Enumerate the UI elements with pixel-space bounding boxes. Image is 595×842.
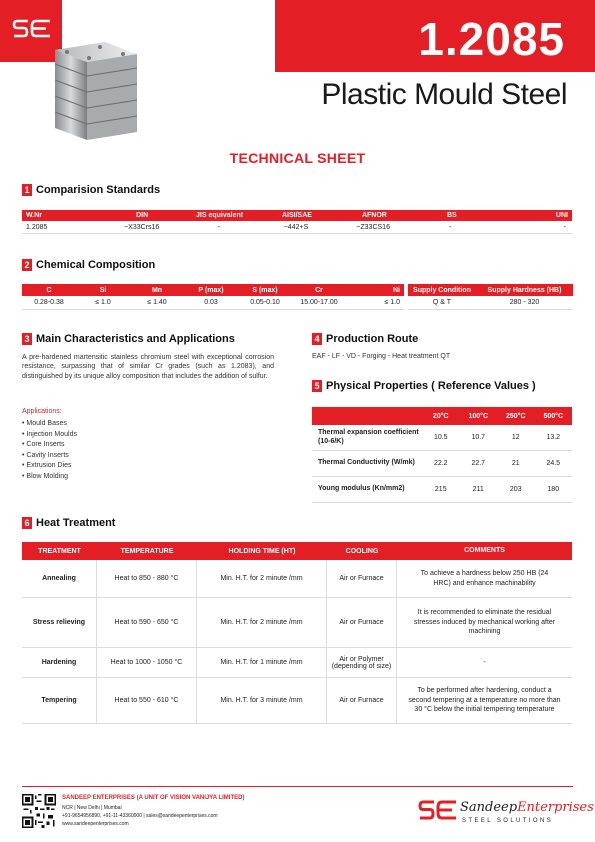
header-cell: Si [99,286,107,294]
section-route-heading [312,333,418,345]
treatment-cell: Annealing [22,560,97,597]
brand-second-word: Enterprises [517,800,594,815]
header-cell: S (max) [252,286,278,294]
holding-time-cell: Min. H.T. for 3 minute /mm [197,678,327,723]
table-row [22,221,572,234]
header-cell: Mn [151,286,163,294]
footer-contacts[interactable]: +91-9654956890, +91-11-43360000 | sales@sandeepenterprises.com [62,813,218,819]
table-cell: 10.7 [471,434,486,441]
table-cell: ~X33Crs16 [124,223,160,231]
section-number: 3 [22,333,32,345]
table-row [22,648,572,678]
table-header [22,284,404,296]
header-cell: AFNOR [361,212,387,219]
table-header [312,407,572,425]
cooling-cell: Air or Furnace [327,560,397,597]
header-cell: 250°C [505,412,526,420]
comparison-table [22,210,572,234]
table-cell: 10.5 [433,434,448,441]
header-cell: Supply Condition [413,286,471,294]
table-header [22,210,572,221]
table-row [22,678,572,724]
footer-divider [22,786,573,787]
table-cell: 211 [472,486,484,493]
temperature-cell: Heat to 550 - 610 °C [97,678,197,723]
header-cell: TEMPERATURE [120,547,174,555]
header-cell: DIN [136,212,149,219]
header-cell: COMMENTS [464,547,505,555]
table-cell: - [563,223,566,231]
applications-list [22,419,77,482]
product-code: 1.2085 [418,13,565,65]
table-row [312,451,572,477]
table-cell: 280 - 320 [509,299,540,306]
table-cell: 0.03 [204,299,218,306]
header-cell: 20°C [432,412,449,420]
table-cell: 21 [511,460,520,467]
holding-time-cell: Min. H.T. for 1 minute /mm [197,648,327,677]
footer-website[interactable]: www.sandeepenterprises.com [62,821,129,827]
table-row [22,560,572,598]
product-name: Plastic Mould Steel [321,78,567,111]
section-title: Chemical Composition [36,259,156,271]
table-row [312,425,572,451]
table-cell: Q & T [432,299,452,306]
table-cell: 13.2 [546,434,561,441]
table-row [22,598,572,648]
header-cell: 500°C [543,412,564,420]
row-label: Thermal expansion coefficient (10-6/K) [318,428,419,445]
holding-time-cell: Min. H.T. for 2 minute /mm [197,598,327,647]
section-title: Comparision Standards [36,184,161,196]
header-title-band [275,0,595,72]
header-cell: C [46,286,52,294]
list-item: • Blow Molding [22,472,69,480]
table-cell: 22.2 [433,460,448,467]
header-cell: W.Nr [26,212,42,219]
section-characteristics-heading [22,333,235,345]
treatment-cell: Tempering [22,678,97,723]
table-cell: 0.28-0.38 [34,299,64,306]
section-physical-heading [312,380,536,392]
table-cell: - [217,223,221,231]
heat-treatment-table [22,542,572,724]
section-number: 4 [312,333,322,345]
row-label: Young modulus (Kn/mm2) [318,485,405,493]
footer-company-name: SANDEEP ENTERPRISES (A UNIT OF VISION VANIJYA LIMITED) [62,795,245,801]
chemical-composition-table [22,284,404,310]
comments-cell: To achieve a hardness below 250 HB (24 HRC) and enhance machinability [420,570,549,587]
table-cell: 15.00-17.00 [300,299,338,306]
table-cell: 203 [509,486,522,493]
header-cell: TREATMENT [38,547,81,555]
table-cell: 180 [547,486,560,493]
header-cell: AISI/SAE [282,212,312,219]
sheet-title: TECHNICAL SHEET [229,150,366,166]
applications-label: Applications: [22,408,62,415]
table-cell: ~Z33CS16 [356,223,390,231]
table-header [22,542,572,560]
treatment-cell: Hardening [22,648,97,677]
temperature-cell: Heat to 590 - 650 °C [97,598,197,647]
section-title: Main Characteristics and Applications [36,333,235,345]
section-chemical-heading [22,259,155,271]
header-cell: HOLDING TIME (HT) [228,547,296,555]
table-cell: ≤ 1.40 [147,299,167,306]
header-cell: Ni [393,286,400,294]
footer-tagline: STEEL SOLUTIONS [462,818,554,824]
header-cell: P (max) [198,286,224,294]
footer-brand-name [460,800,594,815]
section-comparison-heading [22,184,160,196]
table-cell: 22.7 [471,460,486,467]
steel-mould-base-image [45,40,145,150]
table-cell: 24.5 [546,460,561,467]
footer-locations: NCR | New Delhi | Mumbai [62,805,122,811]
table-cell: 12 [511,434,520,441]
header-cell: JIS equivalent [196,212,244,219]
temperature-cell: Heat to 1000 - 1050 °C [97,648,197,677]
section-number: 2 [22,259,32,271]
se-logo-icon [418,798,458,824]
list-item: • Mould Bases [22,420,67,427]
header-cell: Cr [315,286,323,294]
cooling-cell: Air or Furnace [327,678,397,723]
table-cell: 0.05-0.10 [250,299,280,306]
section-number: 5 [312,380,322,392]
header-cell: UNI [555,212,568,219]
list-item: • Injection Moulds [22,430,77,438]
section-title: Physical Properties ( Reference Values ) [326,380,536,392]
section-title: Heat Treatment [36,517,116,529]
comments-cell: It is recommended to eliminate the residual stresses induced by mechanical working after machining [413,609,556,636]
temperature-cell: Heat to 850 - 880 °C [97,560,197,597]
section-number: 6 [22,517,32,529]
section-heat-heading [22,517,115,529]
section-title: Production Route [326,333,419,345]
table-row [22,296,404,310]
row-label: Thermal Conductivity (W/mk) [318,459,415,467]
table-row [408,296,573,310]
cooling-cell: Air or Polymer (depending of size) [327,648,397,677]
header-cell: Supply Hardness (HB) [487,286,562,294]
table-row [312,477,572,503]
list-item: • Cavity Inserts [22,451,69,459]
se-logo-icon [12,18,52,42]
header-cell: BS [446,212,457,219]
production-route-text: EAF - LF - VD - Forging - Heat treatment QT [312,353,451,360]
treatment-cell: Stress relieving [22,598,97,647]
cooling-cell: Air or Furnace [327,598,397,647]
header-cell: 100°C [468,412,489,420]
physical-properties-table [312,407,572,503]
comments-cell: To be performed after hardening, conduct a second tempering at a temperature no more than 30 °C below the initial tempering temperature [408,687,561,714]
characteristics-description: A pre-hardened martensitic stainless chromium steel with exceptional corrosion resistance, surpassing that of similar Cr grades (such as 1.2083), and distinguished by its unique alloy composition that includes the addition of sulfur. [22,354,274,380]
section-number: 1 [22,184,32,196]
holding-time-cell: Min. H.T. for 2 minute /mm [197,560,327,597]
table-cell: ~442+S [283,223,309,231]
table-header [408,284,573,296]
list-item: • Extrusion Dies [22,462,72,469]
table-cell: 1.2085 [26,223,48,231]
table-cell: ≤ 1.0 [384,299,400,306]
supply-condition-table [408,284,573,310]
qr-code-icon [22,794,56,828]
comments-cell: - [483,658,486,666]
list-item: • Core Inserts [22,441,65,448]
table-cell: 215 [434,486,447,493]
table-cell: - [449,223,452,231]
table-cell: ≤ 1.0 [95,299,111,306]
brand-first-word: Sandeep [460,800,518,815]
header-cell: COOLING [345,547,379,555]
